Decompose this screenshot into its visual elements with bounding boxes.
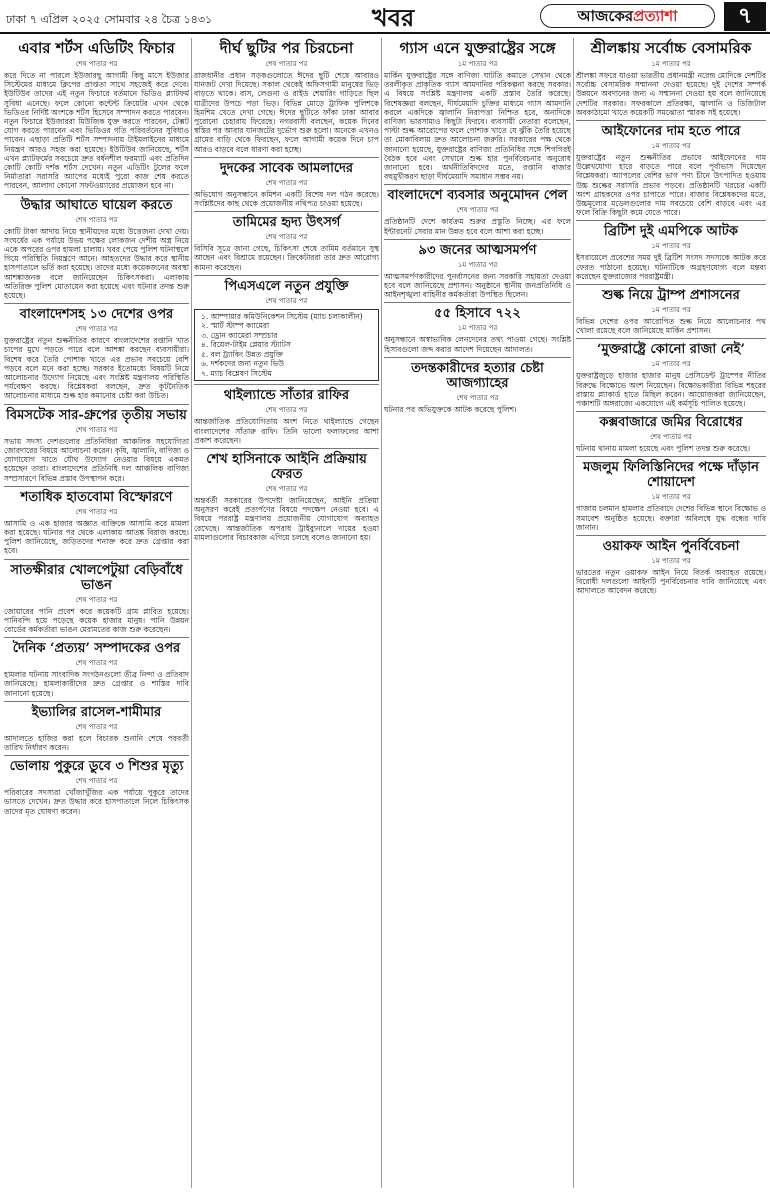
page-number: ৭ (724, 2, 766, 31)
article-divider (576, 338, 766, 339)
article-continuation: শেষ পাতার পর (265, 406, 308, 415)
article-body: আসামি ও এক হাজার অজ্ঞাত ব্যক্তিকে আসামি করে মামলা করা হয়েছে। ঘটনার পর থেকে এলাকায় আতঙ্ক বিরাজ করছে। পুলিশ জানিয়েছে, জড়িতদের শনাক্ত করে দ্রুত গ্রেপ্তার করা হবে। (4, 518, 189, 556)
article-divider (4, 559, 189, 560)
article-body: আদালতে হাজির করা হলে বিচারক শুনানি শেষে পরবর্তী তারিখ নির্ধারণ করেন। (4, 733, 189, 752)
article-body: রাজধানীর প্রধান সড়কগুলোতে ঈদের ছুটি শেষে আবারও যানজট দেখা দিয়েছে। সকাল থেকেই অফিসগামী মানুষের ভিড় বাড়তে থাকে। বাস, লেগুনা ও রাইড শেয়ারিং গাড়িতে ছিল যাত্রীদের উপচে পড়া ভিড়। বিভিন্ন মোড়ে ট্রাফিক পুলিশকে হিমশিম খেতে দেখা গেছে। ঈদের ছুটিতে ফাঁকা ঢাকা আবার পুরোনো চেহারায় ফিরেছে। নগরবাসী বলছেন, কয়েক দিনের স্বস্তির পর আবার যানজটের দুর্ভোগ শুরু হলো। অনেকে এখনও গ্রামের বাড়ি থেকে ফিরছেন, ফলে আগামী কয়েক দিনে চাপ আরও বাড়বে বলে ধারণা করা হচ্ছে। (194, 71, 379, 154)
article-headline: ভোলায় পুকুরে ডুবে ৩ শিশুর মৃত্যু (9, 759, 184, 775)
column-4 (576, 38, 766, 1188)
article (384, 40, 571, 181)
article-headline: ওয়াকফ আইন পুনর্বিবেচনা (602, 539, 740, 555)
article (194, 215, 379, 272)
column-3 (384, 38, 571, 1188)
article-divider (4, 701, 189, 702)
article-headline: ব্রিটিশ দুই এমপিকে আটক (604, 224, 738, 240)
article-body: ভারতের নতুন ওয়াকফ আইন নিয়ে বিতর্ক অব্যাহত রয়েছে। বিরোধী দলগুলো আইনটি পুনর্বিবেচনার দাবি জানিয়েছে এবং আদালতে আবেদন করেছে। (576, 568, 766, 596)
column-2 (194, 38, 379, 1188)
article-continuation: শেষ পাতার পর (75, 659, 118, 668)
article (576, 40, 766, 117)
article-headline: ৯৩ জনের আত্মসমর্পণ (418, 242, 537, 258)
article-body: সভায় সদস্য দেশগুলোর প্রতিনিধিরা আঞ্চলিক সহযোগিতা জোরদারের বিষয়ে আলোচনা করেন। কৃষি, জ্বালানি, বাণিজ্য ও যোগাযোগ খাতে যৌথ উদ্যোগ নেওয়ার বিষয়ে একমত হয়েছেন তারা। বাংলাদেশের প্রতিনিধি দল আঞ্চলিক বাণিজ্য সম্প্রসারণে বিভিন্ন প্রস্তাব উপস্থাপন করে। (4, 436, 189, 483)
article (194, 388, 379, 445)
article-divider (384, 239, 571, 240)
article-continuation: ১ম পাতার পর (651, 60, 691, 68)
article-body: যুক্তরাষ্ট্রজুড়ে হাজার হাজার মানুষ প্রেসিডেন্ট ট্রাম্পের নীতির বিরুদ্ধে বিক্ষোভে অংশ নিয়েছেন। বিক্ষোভকারীরা বিভিন্ন শহরের রাস্তায় প্ল্যাকার্ড হাতে মিছিল করেন। আয়োজকরা জানিয়েছেন, পঞ্চাশটি অঙ্গরাজ্যে একযোগে এই কর্মসূচি পালিত হয়েছে। (576, 371, 766, 409)
article-divider (4, 637, 189, 638)
article (194, 40, 379, 154)
article-body: আত্মসমর্পণকারীদের পুনর্বাসনের জন্য সরকারি সহায়তা দেওয়া হবে বলে জানিয়েছে প্রশাসন। অনুষ্ঠানে স্থানীয় জনপ্রতিনিধি ও আইনশৃঙ্খলা বাহিনীর কর্মকর্তারা উপস্থিত ছিলেন। (384, 271, 571, 300)
article (4, 198, 189, 301)
article-headline: ইভ্যালির রাসেল-শামীমার (31, 704, 162, 720)
column-1 (4, 38, 189, 1188)
article (576, 342, 766, 408)
column-rule (191, 38, 192, 1188)
column-rule (381, 38, 382, 1188)
article (4, 759, 189, 816)
article-headline: তদন্তকারীদের হত্যার চেষ্টা আজগ্যাহের (411, 360, 544, 391)
article-headline: এবার শর্টস এডিটিং ফিচার (18, 39, 175, 57)
article (576, 288, 766, 335)
article-divider (576, 120, 766, 121)
article-continuation: ১ম পাতার পর (651, 360, 691, 369)
article-headline: উদ্ধার আঘাতে ঘায়েল করতে (20, 197, 173, 213)
article-continuation: শেষ পাতার পর (75, 777, 118, 786)
article-body: গাজায় চলমান হামলার প্রতিবাদে দেশের বিভিন্ন স্থানে বিক্ষোভ ও সমাবেশ অনুষ্ঠিত হয়েছে। বক্তারা অবিলম্বে যুদ্ধ বন্ধের দাবি জানান। (576, 504, 766, 532)
article-headline: শতাধিক হাতবোমা বিস্ফোরণে (20, 489, 173, 505)
article-continuation: শেষ পাতার পর (75, 722, 118, 731)
article-body: পরিবারের সদস্যরা খোঁজাখুঁজির এক পর্যায়ে পুকুরে তাদের ভাসতে দেখেন। দ্রুত উদ্ধার করে হাসপাতালে নিলে চিকিৎসক তাদের মৃত ঘোষণা করেন। (4, 788, 189, 816)
section-title: খবর (371, 4, 415, 32)
article-continuation: শেষ পাতার পর (456, 206, 499, 215)
article-continuation: শেষ পাতার পর (75, 595, 118, 604)
article-continuation: ১ম পাতার পর (651, 306, 691, 315)
article (4, 641, 189, 698)
psl-tech-list (194, 309, 379, 382)
article-headline: পিএসএলে নতুন প্রযুক্তি (224, 278, 349, 294)
article-continuation: ১ম পাতার পর (457, 260, 498, 269)
article-body: শ্রীলঙ্কা সফরে যাওয়া ভারতীয় প্রধানমন্ত্রী নরেন্দ্র মোদিকে দেশটির সর্বোচ্চ বেসামরিক সম্মাননা দেওয়া হয়েছে। দুই দেশের সম্পর্ক উন্নয়নে অবদানের জন্য এ সম্মাননা দেওয়া হয় বলে জানিয়েছে দেশটির সরকার। সফরকালে প্রতিরক্ষা, জ্বালানি ও ডিজিটাল অবকাঠামো খাতে কয়েকটি সমঝোতা স্মারক সই হয়েছে। (576, 71, 766, 117)
article-continuation: ১ম পাতার পর (651, 242, 691, 251)
psl-list-item: ৬. দর্শকদের জন্য নতুন ভিউ (201, 359, 285, 369)
article-headline: কক্সবাজারে জমির বিরোধের (599, 415, 743, 431)
article-body: ঘটনার পর অভিযুক্তকে আটক করেছে পুলিশ। (384, 404, 517, 414)
psl-list-item: ৩. ড্রোন ক্যামেরা সম্প্রচার (201, 330, 278, 340)
article-headline: ৫৫ হিসাবে ৭২২ (434, 306, 521, 322)
article-divider (4, 486, 189, 487)
article-divider (384, 184, 571, 185)
article-body: মার্কিন যুক্তরাষ্ট্রের সঙ্গে বাণিজ্য ঘাটতি কমাতে সেখান থেকে তরলীকৃত প্রাকৃতিক গ্যাস আমদানির পরিকল্পনা করছে সরকার। এ বিষয়ে সংশ্লিষ্ট মন্ত্রণালয় একটি প্রস্তাব তৈরি করেছে। বিশেষজ্ঞরা বলছেন, দীর্ঘমেয়াদি চুক্তির মাধ্যমে গ্যাস আমদানি করলে একদিকে জ্বালানি নিরাপত্তা নিশ্চিত হবে, অন্যদিকে বাণিজ্য ভারসাম্যও কিছুটা ফিরবে। ব্যবসায়ী নেতারা বলেছেন, পাল্টা শুল্ক আরোপের ফলে পোশাক খাতে যে ঝুঁকি তৈরি হয়েছে তা মোকাবিলায় দ্রুত আলোচনা জরুরি। সরকারের পক্ষ থেকে জানানো হয়েছে, যুক্তরাষ্ট্রের বাণিজ্য প্রতিনিধির সঙ্গে শিগগিরই বৈঠক হবে এবং সেখানে শুল্ক হার পুনর্বিবেচনার অনুরোধ জানানো হবে। অর্থনীতিবিদদের মতে, রপ্তানি বাজার বহুমুখীকরণ ছাড়া দীর্ঘমেয়াদি সমাধান সম্ভব নয়। (384, 71, 571, 182)
article-headline: শুল্ক নিয়ে ট্রাম্প প্রশাসনের (602, 288, 740, 304)
article-continuation: শেষ পাতার পর (265, 178, 308, 187)
article-body: অভিযোগ অনুসন্ধানে কমিশন একটি বিশেষ দল গঠন করেছে। সংশ্লিষ্টদের কাছ থেকে প্রয়োজনীয় নথিপত্র চাওয়া হয়েছে। (194, 189, 379, 209)
article-divider (4, 755, 189, 756)
article (4, 705, 189, 752)
article-body: আন্তর্জাতিক প্রতিযোগিতায় অংশ নিতে থাইল্যান্ডে গেছেন বাংলাদেশের সাঁতারু রাফি। তিনি ভালো ফলাফলের আশা প্রকাশ করেছেন। (194, 417, 379, 445)
article-headline: দীর্ঘ ছুটির পর চিরচেনা (219, 39, 354, 57)
article-continuation: শেষ পাতার পর (265, 484, 308, 493)
article-body: ঘটনায় থানায় মামলা হয়েছে এবং পুলিশ তদন্ত শুরু করেছে। (576, 444, 751, 454)
article (576, 224, 766, 281)
page-header (0, 0, 770, 34)
article-divider (576, 535, 766, 536)
article (384, 243, 571, 300)
article-headline: মজলুম ফিলিস্তিনিদের পক্ষে দাঁড়ান শোয়াদেশ (583, 460, 759, 491)
article-body: বিসিবি সূত্রে জানা গেছে, চিকিৎসা শেষে তামিম বর্তমানে সুস্থ আছেন এবং বিশ্রামে রয়েছেন। ক্রিকেটাররা তার দ্রুত আরোগ্য কামনা করেছেন। (194, 244, 379, 272)
article-divider (194, 275, 379, 276)
article-divider (4, 404, 189, 405)
article (4, 307, 189, 400)
article (576, 460, 766, 532)
article-headline: দৈনিক ‘প্রত্যয়’ সম্পাদকের ওপর (12, 641, 181, 657)
article (4, 563, 189, 635)
article-headline: বাংলাদেশে ব্যবসার অনুমোদন পেল (387, 188, 568, 204)
article-divider (576, 411, 766, 412)
article (576, 124, 766, 217)
article-continuation: শেষ পাতার পর (75, 60, 118, 68)
column-rule (573, 38, 574, 1188)
psl-list-item: ৪. রিয়েল-টাইম প্লেয়ার স্ট্যাটস (201, 340, 291, 350)
article-divider (384, 357, 571, 358)
article (384, 188, 571, 235)
article-headline: তামিমের হৃদ্য উৎসর্গ (232, 215, 341, 231)
issue-date: ঢাকা ৭ এপ্রিল ২০২৫ সোমবার ২৪ চৈত্র ১৪৩১ (6, 13, 213, 26)
article-continuation: শেষ পাতার পর (650, 433, 692, 442)
article-divider (576, 456, 766, 457)
article-continuation: ১ম পাতার পর (651, 142, 691, 151)
article-continuation: ১ম পাতার পর (457, 60, 498, 68)
article-headline: দুদকের সাবেক আমলাদের (219, 160, 354, 176)
article-continuation: শেষ পাতার পর (265, 233, 308, 242)
article (4, 40, 189, 191)
article-continuation: ১ম পাতার পর (457, 324, 498, 333)
article-headline: থাইল্যান্ডে সাঁতার রাফির (223, 388, 350, 404)
article-headline: শ্রীলঙ্কায় সর্বোচ্চ বেসামরিক (590, 39, 752, 57)
article-divider (194, 211, 379, 212)
article (384, 361, 571, 414)
article-body: অন্তর্বর্তী সরকারের উপদেষ্টা জানিয়েছেন, আইনি প্রক্রিয়া অনুসরণ করেই প্রত্যর্পণের বিষয়ে পদক্ষেপ নেওয়া হবে। এ বিষয়ে পররাষ্ট্র মন্ত্রণালয় প্রয়োজনীয় যোগাযোগ অব্যাহত রেখেছে। আন্তর্জাতিক অপরাধ ট্রাইব্যুনালে দায়ের হওয়া মামলাগুলোর বিচারকাজ এগিয়ে চলছে বলেও জানানো হয়। (194, 495, 379, 542)
article-headline: ‘মুক্তরাষ্ট্রে কোনো রাজা নেই’ (597, 342, 745, 358)
article-divider (576, 284, 766, 285)
article-body: করে দিতে না পারলে ইউজারছু আগামী কিছু মাসে ইউজার সিস্টেমের মাধ্যমে ক্লিপের প্রাপ্ততা সাথে সহজেই করে দেবে। ইউটিউব তাদের এই নতুন ফিচারে বর্তমানে ভিডিও প্ল্যাটফর্ম সুবিধা এনেছে। ফলে কোনো কন্টেন্ট ক্রিয়েটর এখন থেকে ভিডিওর নির্দিষ্ট অংশকে শর্টস হিসেবে সম্পাদন করতে পারবেন। নতুন ফিচারে ইউজাররা মিউজিক যুক্ত করতে পারবেন, টেক্সট যোগ করতে পারবেন এবং ভিডিওর গতি পরিবর্তনের সুবিধাও পাবেন। এছাড়া প্রতিটি শর্টস সম্পাদনায় টাইমলাইনের মাধ্যমে নিয়ন্ত্রণ আরও সহজ করা হয়েছে। ইউটিউব জানিয়েছে, শর্টস এখন প্ল্যাটফর্মের সবচেয়ে দ্রুত বর্ধনশীল ফরম্যাট এবং প্রতিদিন কোটি কোটি দর্শক শর্টস দেখেন। নতুন এডিটিং টুলের ফলে নির্মাতারা সরাসরি অ্যাপের মধ্যেই পুরো কাজ শেষ করতে পারবেন, আলাদা কোনো সফটওয়্যারের প্রয়োজন হবে না। (4, 71, 189, 191)
article (576, 415, 766, 453)
article (384, 306, 571, 353)
article-continuation: শেষ পাতার পর (75, 325, 118, 334)
article-divider (384, 302, 571, 303)
article-body: কোটি টাকা আদায় নিয়ে স্থানীয়দের মধ্যে উত্তেজনা দেখা দেয়। সংঘর্ষের এক পর্যায়ে উভয় পক্ষের লোকজন দেশীয় অস্ত্র নিয়ে একে অপরের ওপর হামলা চালায়। খবর পেয়ে পুলিশ ঘটনাস্থলে গিয়ে পরিস্থিতি নিয়ন্ত্রণে আনে। আহতদের উদ্ধার করে স্থানীয় হাসপাতালে ভর্তি করা হয়েছে। তাদের মধ্যে কয়েকজনের অবস্থা আশঙ্কাজনক বলে জানিয়েছেন চিকিৎসকরা। এলাকায় অতিরিক্ত পুলিশ মোতায়েন করা হয়েছে এবং ঘটনার তদন্ত শুরু হয়েছে। (4, 226, 189, 301)
article-continuation: শেষ পাতার পর (75, 215, 118, 224)
article (194, 161, 379, 208)
article-divider (194, 448, 379, 449)
article-headline: শেখ হাসিনাকে আইনি প্রক্রিয়ায় ফেরত (206, 451, 367, 482)
article-body: প্রতিষ্ঠানটি দেশে কার্যক্রম শুরুর প্রস্তুতি নিচ্ছে। এর ফলে ইন্টারনেট সেবার মান উন্নত হবে বলে আশা করা হচ্ছে। (384, 217, 571, 236)
article-body: জোয়ারের পানি প্রবেশ করে কয়েকটি গ্রাম প্লাবিত হয়েছে। পানিবন্দি হয়ে পড়েছে কয়েক হাজার মানুষ। পানি উন্নয়ন বোর্ডের কর্মকর্তারা ভাঙন মেরামতের কাজ শুরু করেছেন। (4, 606, 189, 634)
article-divider (576, 220, 766, 221)
article-divider (4, 194, 189, 195)
psl-list-item: ৭. ম্যাচ বিশ্লেষণ সিস্টেম (201, 368, 272, 378)
article (4, 408, 189, 483)
article-headline: গ্যাস এনে যুক্তরাষ্ট্রের সঙ্গে (399, 39, 556, 57)
article-body: বিভিন্ন দেশের ওপর আরোপিত শুল্ক নিয়ে আলোচনার পথ খোলা রয়েছে বলে জানিয়েছে মার্কিন প্রশাসন। (576, 317, 766, 336)
article-continuation: শেষ পাতার পর (265, 60, 308, 68)
article-headline: আইফোনের দাম হতে পারে (601, 124, 741, 140)
article-continuation: শেষ পাতার পর (265, 296, 308, 305)
article-continuation: ১ম পাতার পর (651, 493, 691, 502)
article-body: হামলার ঘটনায় সাংবাদিক সংগঠনগুলো তীব্র নিন্দা ও প্রতিবাদ জানিয়েছে। হামলাকারীদের দ্রুত গ্রেপ্তার ও শাস্তির দাবি জানানো হয়েছে। (4, 670, 189, 698)
article (576, 539, 766, 596)
article-body: অনুসন্ধানে অস্বাভাবিক লেনদেনের তথ্য পাওয়া গেছে। সংশ্লিষ্ট হিসাবগুলো জব্দ করার আদেশ দিয়েছেন আদালত। (384, 335, 571, 354)
article-continuation: শেষ পাতার পর (75, 507, 118, 516)
article-continuation: শেষ পাতার পর (75, 425, 118, 434)
article-continuation: শেষ পাতার পর (456, 393, 499, 402)
article-divider (194, 384, 379, 385)
article-continuation: ১ম পাতার পর (651, 557, 691, 566)
article-divider (4, 303, 189, 304)
article-divider (194, 157, 379, 158)
article-body: যুক্তরাষ্ট্রের নতুন শুল্কনীতির কারণে বাংলাদেশের রপ্তানি খাত চাপের মুখে পড়তে পারে বলে আশঙ্কা করছেন ব্যবসায়ীরা। বিশেষ করে তৈরি পোশাক খাতে এর প্রভাব সবচেয়ে বেশি পড়বে বলে মনে করা হচ্ছে। সরকার ইতোমধ্যে বিষয়টি নিয়ে আলোচনার উদ্যোগ নিয়েছে এবং সংশ্লিষ্ট মন্ত্রণালয় পরিস্থিতি পর্যবেক্ষণ করছে। বিশ্লেষকরা বলছেন, দ্রুত কূটনৈতিক আলোচনার মাধ্যমে শুল্ক হার কমানোর চেষ্টা করা উচিত। (4, 336, 189, 401)
article-headline: সাতক্ষীরার খোলপেটুয়া বেড়িবাঁধে ভাঙন (10, 562, 183, 593)
article-body: ইসরায়েলে প্রবেশের সময় দুই ব্রিটিশ সংসদ সদস্যকে আটক করে ফেরত পাঠানো হয়েছে। ঘটনাটিকে অগ্রহণযোগ্য বলে মন্তব্য করেছেন যুক্তরাজ্যের পররাষ্ট্রমন্ত্রী। (576, 253, 766, 281)
psl-list-item: ১. আম্পায়ার কমিউনিকেশন সিস্টেম (ম্যাচ চলাকালীন) (201, 311, 363, 321)
article (194, 452, 379, 542)
article-headline: বিমসটেক সার-গ্রুপের তৃতীয় সভায় (6, 407, 187, 423)
masthead-logo: আজকেরপ্রত্যাশা (540, 4, 715, 28)
article-body: যুক্তরাষ্ট্রের নতুন শুল্কনীতির প্রভাবে আইফোনের দাম উল্লেখযোগ্য হারে বাড়তে পারে বলে পূর্বাভাস দিয়েছেন বিশ্লেষকরা। অ্যাপলের বেশির ভাগ পণ্য চীনে উৎপাদিত হওয়ায় উচ্চ শুল্কের সরাসরি প্রভাব পড়বে। প্রতিষ্ঠানটি খরচের একটি অংশ গ্রাহকদের ওপর চাপাতে পারে। বাজার বিশ্লেষকদের মতে, উচ্চমূল্যের মডেলগুলোর দাম সবচেয়ে বেশি বাড়বে এবং এর ফলে বিক্রি কিছুটা কমে যেতে পারে। (576, 153, 766, 218)
psl-list-item: ৫. বল ট্র্যাকিং উন্নত প্রযুক্তি (201, 349, 283, 359)
article (4, 490, 189, 556)
psl-list-item: ২. স্মার্ট স্টাম্প ক্যামেরা (201, 321, 270, 331)
article-headline: বাংলাদেশসহ ১৩ দেশের ওপর (19, 307, 174, 323)
article (194, 279, 379, 382)
